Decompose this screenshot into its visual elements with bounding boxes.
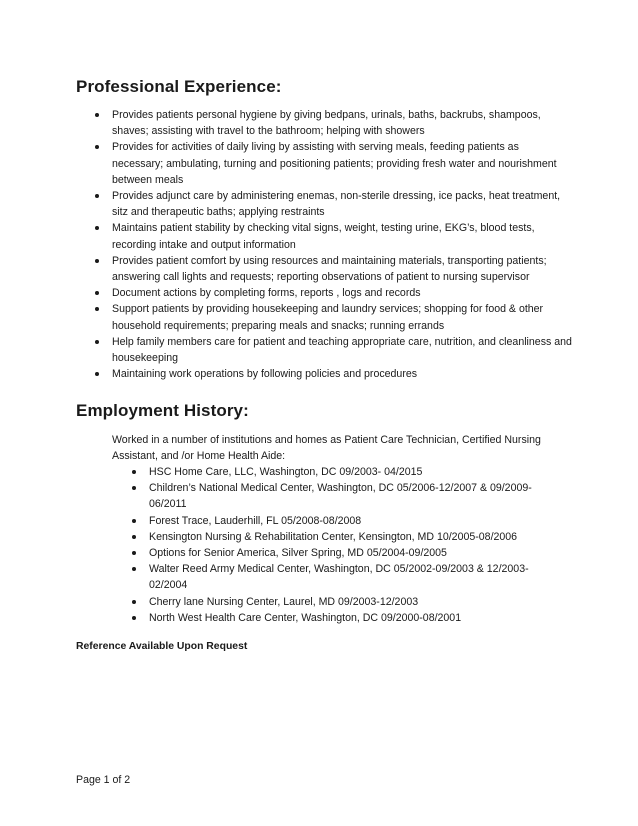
list-item-text: Provides patients personal hygiene by giving bedpans, urinals, baths, backrubs, shampoos, shaves; assisting with travel to the bathroom; helping with showers (112, 109, 541, 138)
list-item-text: Support patients by providing housekeeping and laundry services; shopping for food & other household requirements; preparing meals and snacks; running errands (112, 303, 544, 332)
list-item (112, 253, 572, 285)
list-item-text: HSC Home Care, LLC, Washington, DC 09/2003- 04/2015 (149, 466, 423, 478)
reference-note: Reference Available Upon Request (76, 641, 248, 652)
list-item-text: North West Health Care Center, Washington, DC 09/2000-08/2001 (149, 611, 462, 624)
bullet-icon (95, 113, 99, 117)
employment-list (149, 464, 549, 626)
list-item (149, 464, 549, 480)
bullet-icon (132, 486, 136, 490)
list-item (112, 220, 572, 252)
list-item (149, 545, 549, 561)
list-item (149, 480, 549, 512)
list-item-text: Kensington Nursing & Rehabilitation Center, Kensington, MD 10/2005-08/2006 (149, 530, 518, 543)
experience-list (112, 107, 572, 382)
list-item (112, 366, 572, 382)
list-item (112, 301, 572, 333)
list-item-text: Cherry lane Nursing Center, Laurel, MD 09/2003-12/2003 (149, 595, 419, 608)
bullet-icon (95, 291, 99, 295)
list-item (149, 513, 549, 529)
list-item (149, 529, 549, 545)
employment-intro: Worked in a number of institutions and homes as Patient Care Technician, Certified Nursing Assistant, and /or Home Health Aide: (112, 434, 541, 463)
bullet-icon (95, 307, 99, 311)
professional-experience-heading: Professional Experience: (76, 77, 282, 96)
list-item (112, 285, 572, 301)
bullet-icon (95, 145, 99, 149)
bullet-icon (132, 567, 136, 571)
bullet-icon (95, 194, 99, 198)
list-item (112, 188, 572, 220)
list-item (112, 107, 572, 139)
employment-history-heading: Employment History: (76, 401, 249, 420)
list-item-text: Maintaining work operations by following policies and procedures (112, 368, 418, 381)
list-item-text: Children’s National Medical Center, Washington, DC 05/2006-12/2007 & 09/2009-06/2011 (149, 482, 532, 511)
list-item-text: Forest Trace, Lauderhill, FL 05/2008-08/2008 (149, 514, 362, 527)
bullet-icon (132, 519, 136, 523)
bullet-icon (132, 616, 136, 620)
bullet-icon (95, 372, 99, 376)
list-item-text: Provides patient comfort by using resources and maintaining materials, transporting patients; answering call lights and requests; reporting observations of patient to nursing supervisor (112, 254, 547, 284)
list-item-text: Help family members care for patient and teaching appropriate care, nutrition, and cleanliness and housekeeping (112, 335, 572, 365)
bullet-icon (95, 226, 99, 230)
list-item (149, 561, 549, 593)
list-item (149, 610, 549, 626)
list-item (112, 334, 572, 366)
bullet-icon (95, 340, 99, 344)
bullet-icon (132, 600, 136, 604)
list-item-text: Maintains patient stability by checking vital signs, weight, testing urine, EKG’s, blood tests, recording intake and output information (112, 222, 535, 251)
page-number: Page 1 of 2 (76, 774, 131, 786)
bullet-icon (132, 470, 136, 474)
bullet-icon (132, 535, 136, 539)
list-item-text: Walter Reed Army Medical Center, Washington, DC 05/2002-09/2003 & 12/2003-02/2004 (149, 563, 529, 592)
bullet-icon (132, 551, 136, 555)
list-item-text: Provides for activities of daily living by assisting with serving meals, feeding patients as necessary; ambulating, turning and positioning patients; providing fresh water and nourishment between meals (112, 141, 557, 186)
list-item-text: Provides adjunct care by administering enemas, non-sterile dressing, ice packs, heat treatment, sitz and therapeutic baths; applying restraints (112, 190, 561, 219)
list-item-text: Options for Senior America, Silver Spring, MD 05/2004-09/2005 (149, 547, 447, 560)
list-item (112, 139, 572, 188)
list-item-text: Document actions by completing forms, reports , logs and records (112, 287, 421, 300)
bullet-icon (95, 259, 99, 263)
list-item (149, 594, 549, 610)
